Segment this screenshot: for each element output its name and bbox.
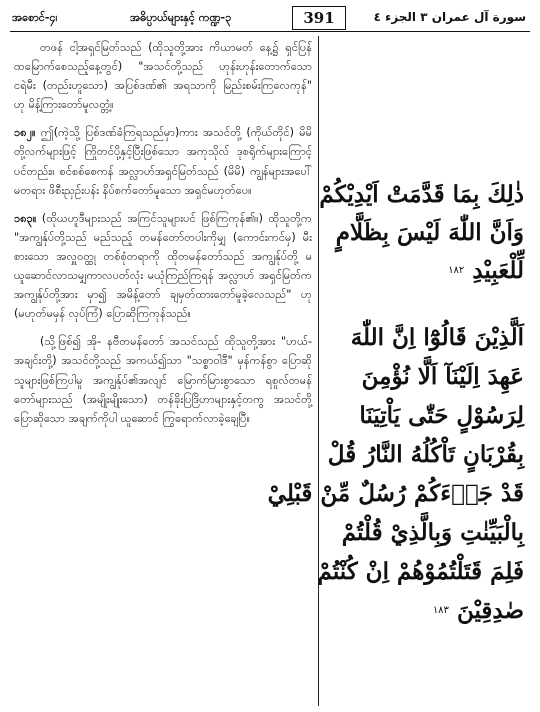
header-surah-juz: سورة آل عمران ٣ الجزء ٤ <box>373 10 526 24</box>
verse-end-marker: ١٨٣ <box>432 605 449 616</box>
arabic-line <box>268 591 524 630</box>
verse-number: ၁၈၂။ <box>14 126 36 140</box>
arabic-line: بِالْبَيِّنٰتِ وَبِالَّذِيْ قُلْتُمْ <box>341 519 524 546</box>
translation-paragraph <box>14 38 312 114</box>
arabic-line: ذٰلِكَ بِمَا قَدَّمَتْ اَيْدِيْكُمْ <box>319 181 524 208</box>
arabic-line: اَلَّذِيْنَ قَالُوْٓا اِنَّ اللّٰهَ <box>350 324 524 351</box>
arabic-line: عَهِدَ اِلَيْنَآ اَلَّا نُؤْمِنَ <box>361 363 524 390</box>
paragraph-text: (ထိုယဟူဒီများသည် အကြင်သူများပင် ဖြစ်ကြကုန်၏။) ထိုသူတို့က "အကျွန်ုပ်တို့သည် မည်သည့် တမန်တော်တပါးကိုမျှ (ကောင်းကင်မှ) မီးစားသော အလှူဝတ္ထု တစ်စုံတရာကို ထိုတမန်တော်သည် အကျွန်ုပ်တို့ မယူဆောင်လာသမျှကာလပတ်လုံး မယုံကြည်ကြရန် အလ္လာဟ် အရှင်မြတ်က အကျွန်ုပ်တို့အား မှာ၍ အမိန့်တော် ချမှတ်ထားတော်မူခဲ့လေသည်" ဟု (မဟုတ်မမှန် လုပ်ကြံ) ပြောဆိုကြကုန်သည်။ <box>14 211 312 321</box>
arabic-line: وَاَنَّ اللّٰهَ لَيْسَ بِظَلَّامٍ <box>335 219 524 246</box>
page-header <box>10 6 530 32</box>
page-number: 391 <box>292 6 346 30</box>
header-volume: အစောင်-၄၊ <box>12 11 58 24</box>
arabic-line-text: صٰدِقِيْنَ <box>456 597 524 624</box>
header-title: အဓိပ္ပာယ်များနှင့် ကဏ္ဍ-၃ <box>130 11 232 24</box>
arabic-verse-182 <box>319 176 524 290</box>
verse-end-marker: ١٨٢ <box>448 265 465 276</box>
arabic-line: قَدْ جَاۤءَكُمْ رُسُلٌ مِّنْ قَبْلِيْ <box>267 480 524 507</box>
translation-paragraph <box>14 123 312 199</box>
paragraph-text: တဖန် ငါ့အရှင်မြတ်သည် (ထိုသူတို့အား ကိယာမတ် နေ့၌ ရှင်ပြန်ထမြောက်စေသည့်နေ့တွင်) "အသင်တို့သည် ဟုန်းဟုန်းတောက်သော ငရဲမီး (တည်းဟူသော) အပြစ်ဒဏ်၏ အရသာကို မြည်းစမ်းကြလေကုန်" ဟု မိန့်ကြားတော်မူလတ္တံ့။ <box>14 41 312 112</box>
arabic-verse-183 <box>268 318 524 630</box>
header-rule <box>10 31 530 32</box>
arabic-line <box>319 252 524 290</box>
translation-paragraph <box>14 209 312 324</box>
arabic-line: فَلِمَ قَتَلْتُمُوْهُمْ اِنْ كُنْتُمْ <box>317 558 524 585</box>
arabic-line-text: لِّلْعَبِيْدِ <box>472 257 524 284</box>
paragraph-text: (သို့ဖြစ်၍ အို- နဗီတမန်တော် အသင်သည် ထိုသူတို့အား "ဟယ်-အချင်းတို့) အသင်တို့သည် အကယ်၍သာ "သစ္စာဝါဒီ" မှန်ကန်စွာ ပြောဆိုသူများဖြစ်ကြပါမူ အကျွန်ုပ်၏အလျင် မြောက်မြားစွာသော ရစူလ်တမန်တော်များသည် (အမျိုးမျိုးသော) တန်ခိုးပြဒြိဟာများနှင့်တကွ အသင်တို့ပြောဆိုသော အချက်ကိုပါ ယူဆောင် ကြွရောက်လာခဲ့ချေပြီ။ <box>14 335 312 425</box>
arabic-line: بِقُرْبَانٍ تَاْكُلُهُ النَّارُ قُلْ <box>327 441 524 468</box>
arabic-line: لِرَسُوْلٍ حَتّٰى يَاْتِيَنَا <box>359 402 524 429</box>
verse-number: ၁၈၃။ <box>14 211 37 225</box>
paragraph-text: ဤ(ကဲ့သို့ ပြစ်ဒဏ်ခံကြရသည်မှာ)ကား အသင်တို့ (ကိုယ်တိုင်) မိမိတို့လက်များဖြင့် ကြိုတင်ပို့နှင့်ပြီးဖြစ်သော အကုသိုလ် ဒုစရိုက်များကြောင့်ပင်တည်း။ စင်စစ်စေကန် အလ္လာဟ်အရှင်မြတ်သည် (မိမိ) ကျွန်များအပေါ် မတရား ဖိစီးညှဉ်းပန်း နိပ်စက်တော်မူသော အရှင်မဟုတ်ပေ။ <box>14 126 312 197</box>
